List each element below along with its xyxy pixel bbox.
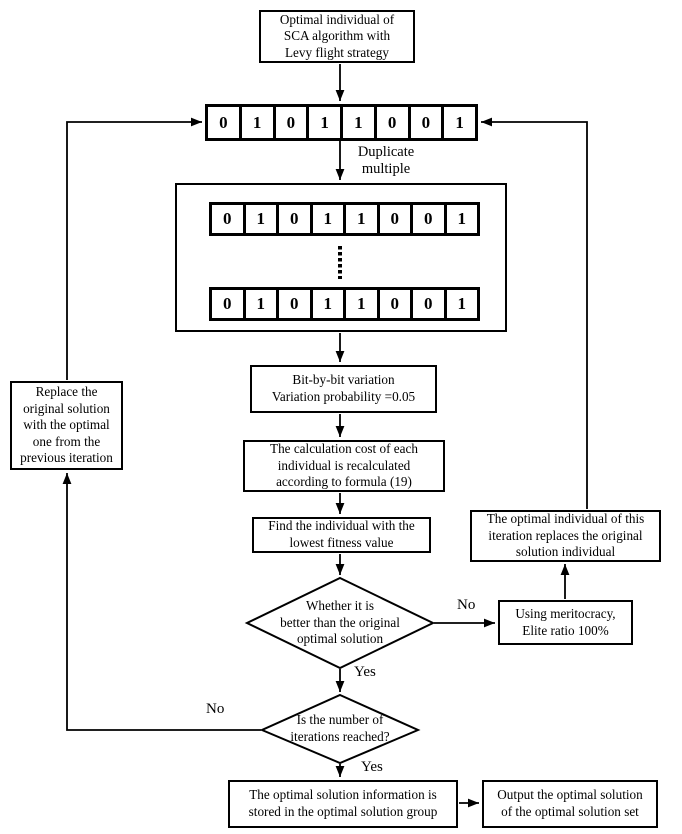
vertical-ellipsis-icon xyxy=(338,246,342,279)
bit-cell: 0 xyxy=(209,202,246,236)
box-text-line: original solution xyxy=(23,400,110,416)
box-text-line: with the optimal xyxy=(23,417,110,433)
box-text-line: Levy flight strategy xyxy=(284,44,389,60)
box-text-line: optimal solution xyxy=(296,631,384,647)
bit-register xyxy=(205,104,478,141)
find-lowest-fitness-box xyxy=(252,517,431,553)
box-text-line: Whether it is xyxy=(305,598,375,613)
box-text-line: The optimal solution information is xyxy=(249,787,437,803)
box-text-line: iteration replaces the original xyxy=(488,527,643,543)
bit-cell: 0 xyxy=(374,104,411,141)
box-text-line: Optimal individual of xyxy=(279,11,395,27)
decision-iterations-text xyxy=(265,712,415,745)
box-text-line: better than the original xyxy=(280,614,400,630)
replace-original-box xyxy=(10,381,123,470)
box-text-line: lowest fitness value xyxy=(289,535,394,550)
no-label-decision1: No xyxy=(457,597,476,613)
bit-cell: 1 xyxy=(239,104,276,141)
yes-label-decision2: Yes xyxy=(361,759,383,775)
bit-cell: 1 xyxy=(441,104,478,141)
bit-cell: 0 xyxy=(276,287,313,321)
box-text-line: Elite ratio 100% xyxy=(522,622,609,638)
box-text-line: stored in the optimal solution group xyxy=(248,804,438,819)
box-text-line: iterations reached? xyxy=(290,728,390,744)
decision-better-text xyxy=(250,598,430,648)
recalculate-cost-box xyxy=(243,440,445,492)
box-text-line: Variation probability =0.05 xyxy=(271,389,416,404)
bit-cell: 0 xyxy=(410,202,447,236)
bit-cell: 0 xyxy=(276,202,313,236)
yes-label-decision1: Yes xyxy=(354,664,376,680)
bit-cell: 1 xyxy=(444,287,481,321)
box-text-line: Output the optimal solution xyxy=(497,787,643,803)
box-text-line: Bit-by-bit variation xyxy=(292,372,395,388)
box-text-line: Replace the xyxy=(35,383,98,399)
output-solution-box xyxy=(482,780,658,828)
bit-cell: 0 xyxy=(273,104,310,141)
bit-cell: 0 xyxy=(410,287,447,321)
box-text-line: The calculation cost of each xyxy=(270,441,418,457)
bit-cell: 0 xyxy=(209,287,246,321)
box-text-line: The optimal individual of this xyxy=(486,511,645,527)
bit-cell: 0 xyxy=(408,104,445,141)
box-text-line: previous iteration xyxy=(20,450,113,466)
box-text-line: Using meritocracy, xyxy=(515,605,616,621)
box-text-line: of the optimal solution set xyxy=(501,804,639,819)
bit-cell: 1 xyxy=(243,202,280,236)
bit-cell: 1 xyxy=(243,287,280,321)
box-text-line: one from the xyxy=(32,433,101,449)
bit-cell: 1 xyxy=(343,202,380,236)
bit-cell: 1 xyxy=(340,104,377,141)
no-label-decision2: No xyxy=(206,701,225,717)
bit-cell: 1 xyxy=(310,287,347,321)
box-text-line: solution individual xyxy=(515,544,616,560)
start-box xyxy=(259,10,415,63)
duplicate-multiple-label: Duplicate multiple xyxy=(357,144,415,177)
store-solution-box xyxy=(228,780,458,828)
box-text-line: Find the individual with the xyxy=(268,518,415,534)
box-text-line: Is the number of xyxy=(296,712,384,727)
meritocracy-box xyxy=(498,600,633,645)
box-text-line: SCA algorithm with xyxy=(283,28,391,44)
variation-box xyxy=(250,365,437,413)
optimal-replaces-box xyxy=(470,510,661,562)
box-text-line: individual is recalculated xyxy=(277,457,411,473)
bit-cell: 0 xyxy=(205,104,242,141)
box-text-line: according to formula (19) xyxy=(276,474,412,490)
bit-cell: 0 xyxy=(377,287,414,321)
bit-cell: 1 xyxy=(306,104,343,141)
population-row-2 xyxy=(209,287,480,321)
bit-cell: 1 xyxy=(343,287,380,321)
population-row-1 xyxy=(209,202,480,236)
bit-cell: 1 xyxy=(310,202,347,236)
bit-cell: 0 xyxy=(377,202,414,236)
arrow-decision2-no-to-replace xyxy=(67,473,261,730)
bit-cell: 1 xyxy=(444,202,481,236)
